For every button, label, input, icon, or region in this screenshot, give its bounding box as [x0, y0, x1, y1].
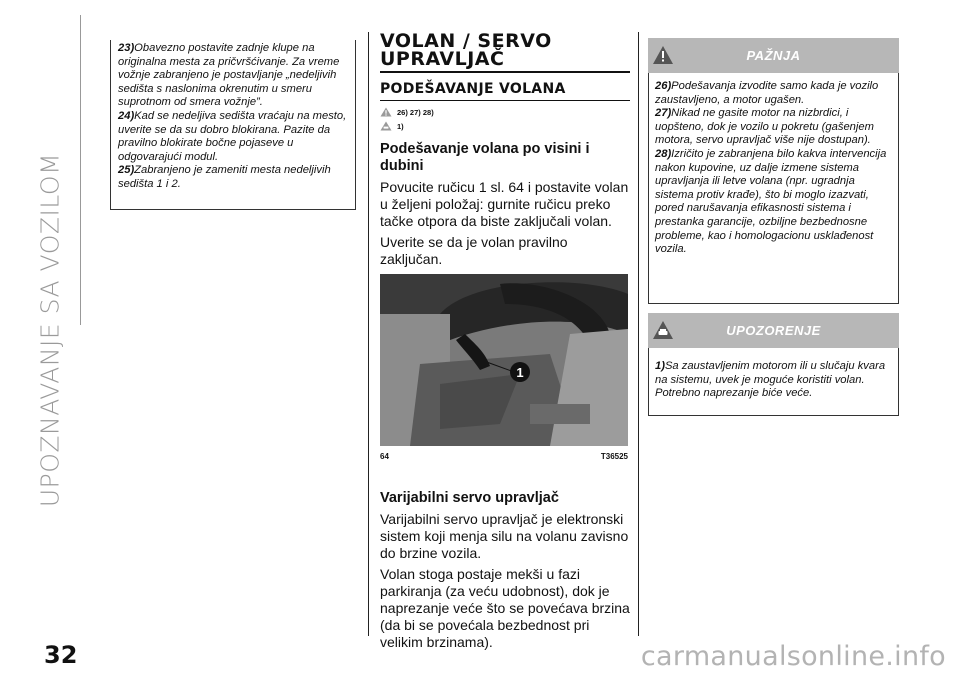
- warning-banner: [648, 38, 899, 73]
- figure-caption: [380, 452, 628, 461]
- caution-content: [648, 348, 899, 416]
- watermark: carmanualsonline.info: [640, 641, 946, 672]
- warning-panel: [648, 38, 899, 304]
- warning-content: [648, 73, 899, 304]
- subsection-heading: PODEŠAVANJE VOLANA: [380, 81, 566, 97]
- warning-triangle-icon: [652, 44, 674, 66]
- photo-illustration: [380, 274, 628, 446]
- figure-number: 64: [380, 452, 389, 461]
- notes-box: [110, 40, 356, 210]
- column-divider: [638, 32, 639, 636]
- page-number: 32: [44, 641, 78, 669]
- body-paragraph: Uverite se da je volan pravilno zaključan.: [380, 234, 568, 267]
- steering-column-photo: [380, 274, 628, 446]
- caution-banner: [648, 313, 899, 348]
- section-heading: VOLAN / SERVO UPRAVLJAČ: [380, 30, 552, 70]
- caution-reference: 1): [380, 121, 630, 131]
- note-item: 23)Obavezno postavite zadnje klupe na originalna mesta za pričvršćivanje. Za vreme vožnje zabranjeno je postavljanje „nedeljivih sedišta s naslonima okrenutim u smeru suprotnom od smera vožnje”.: [118, 42, 340, 109]
- side-divider: [80, 15, 81, 325]
- caution-car-icon: [380, 121, 392, 131]
- note-item: 24)Kad se nedeljiva sedišta vraćaju na mesto, uverite se da su dobro blokirana. Pazite da pravilno blokirate bočne pojaseve u odgovarajući modul.: [118, 109, 347, 163]
- subheading-rule: [380, 100, 630, 101]
- warning-note: 28)Izričito je zabranjena bilo kakva intervencija nakon kupovine, uz dalje izmene sistema upravljanja ili letve volana (npr. ugradnja sistema protiv krađe), što bi moglo izazvati, pored narušavanja efikasnosti sistema i prestanka garancije, ozbiljne bezbednosne probleme, kao i homologacionu usklađenost vozila.: [655, 147, 887, 256]
- section-title: Podešavanje volana po visini i dubini: [380, 141, 590, 174]
- chapter-side-title: UPOZNAVANJE SA VOZILOM: [35, 152, 65, 508]
- main-column-lower: [380, 480, 630, 651]
- warning-title: PAŽNJA: [746, 48, 801, 63]
- heading-rule: [380, 71, 630, 73]
- caution-car-icon: [652, 319, 674, 341]
- figure-callout: 1: [510, 362, 530, 382]
- caution-title: UPOZORENJE: [726, 323, 821, 338]
- main-column: [380, 32, 630, 268]
- note-item: 25)Zabranjeno je zameniti mesta nedeljivih sedišta 1 i 2.: [118, 164, 331, 190]
- warning-reference: 26) 27) 28): [380, 107, 630, 117]
- caution-note: 1)Sa zaustavljenim motorom ili u slučaju kvara na sistemu, uvek je moguće koristiti volan. Potrebno naprezanje biće veće.: [655, 360, 886, 400]
- warning-triangle-icon: [380, 107, 392, 117]
- figure-code: T36525: [600, 452, 628, 461]
- body-paragraph: Volan stoga postaje mekši u fazi parkiranja (za veću udobnost), dok je naprezanje veće što se povećava brzina (da bi se povećala bezbednost pri velikim brzinama).: [380, 566, 630, 650]
- warning-note: 26)Podešavanja izvodite samo kada je vozilo zaustavljeno, a motor ugašen.: [655, 80, 879, 106]
- caution-panel: [648, 313, 899, 416]
- body-paragraph: Povucite ručicu 1 sl. 64 i postavite volan u željeni položaj: gurnite ručicu preko tačke otpora da biste zaključali volan.: [380, 179, 629, 229]
- body-paragraph: Varijabilni servo upravljač je elektronski sistem koji menja silu na volanu zavisno do brzine vozila.: [380, 511, 629, 561]
- warning-note: 27)Nikad ne gasite motor na nizbrdici, i uopšteno, dok je vozilo u pokretu (gašenjem motora, servo upravljač više nije dostupan).: [655, 107, 874, 147]
- section-title: Varijabilni servo upravljač: [380, 490, 559, 506]
- column-divider: [368, 32, 369, 636]
